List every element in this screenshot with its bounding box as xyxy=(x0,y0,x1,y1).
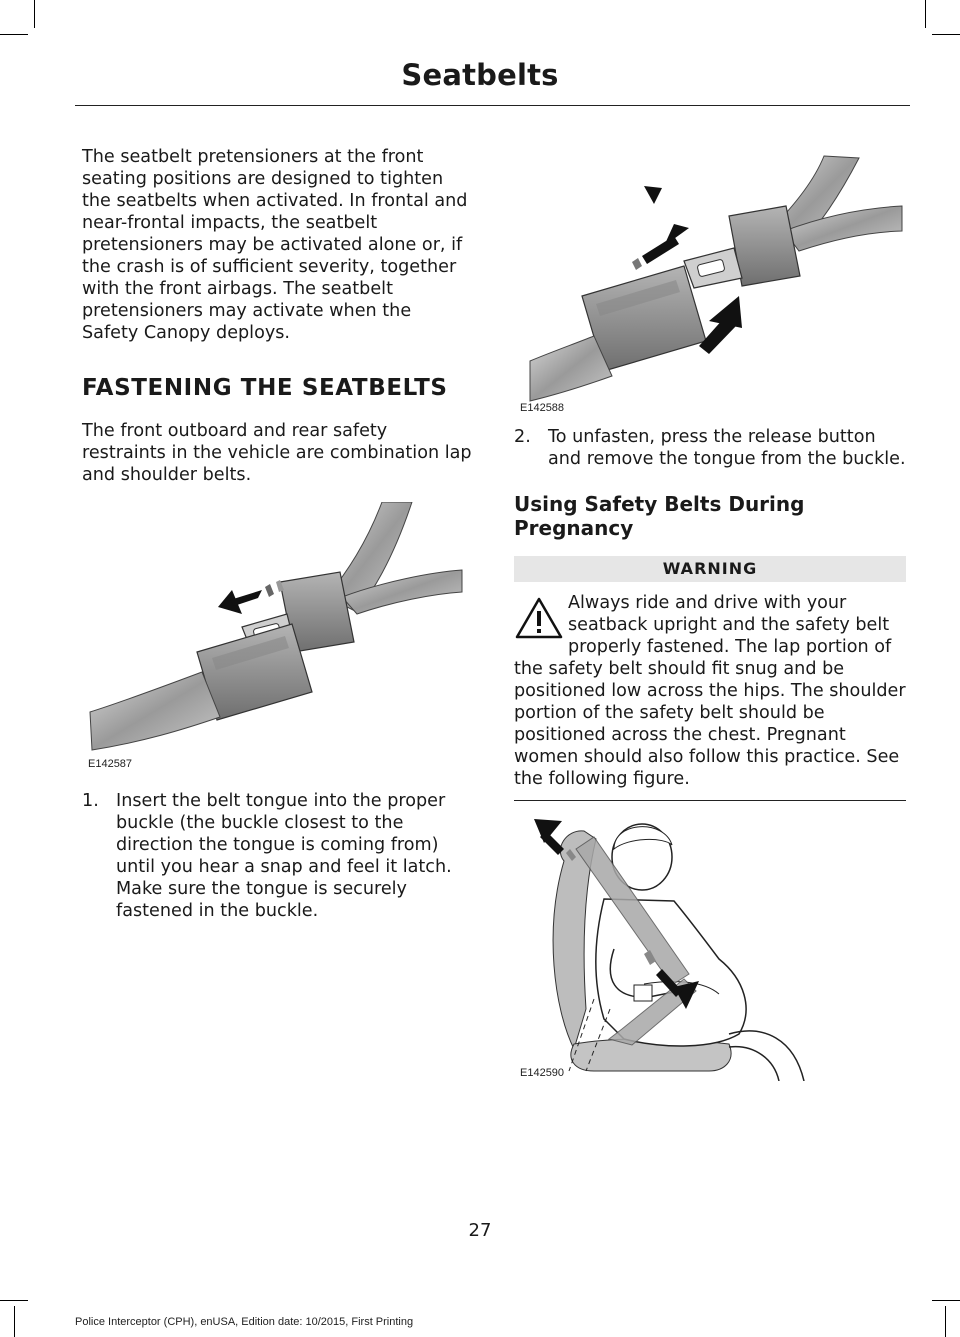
warning-divider xyxy=(514,800,906,801)
crop-mark xyxy=(925,0,926,28)
warning-text-content: Always ride and drive with your seatback upright and the safety belt properly fastened. The lap portion of the safety belt should fit snug and be positioned low across the hips. The shoulder portion of the safety belt should be positioned across the chest. Pregnant women should also follow this practice. See the following figure. xyxy=(514,593,906,789)
section-paragraph: The front outboard and rear safety restraints in the vehicle are combination lap and shoulder belts. xyxy=(82,421,472,485)
figure-code: E142587 xyxy=(88,758,133,770)
warning-banner: WARNING xyxy=(514,556,906,582)
pregnancy-belt-figure xyxy=(514,809,906,1081)
page-number: 27 xyxy=(468,1220,492,1241)
left-column xyxy=(82,146,472,922)
step-number: 1. xyxy=(82,791,99,811)
step-number: 2. xyxy=(514,427,531,447)
warning-body xyxy=(514,592,906,790)
crop-mark xyxy=(945,1306,946,1337)
figure-code: E142588 xyxy=(520,402,565,414)
section-heading: FASTENING THE SEATBELTS xyxy=(82,375,448,401)
unfasten-belt-illustration xyxy=(514,146,906,416)
warning-text xyxy=(514,592,906,790)
fasten-belt-figure xyxy=(82,502,472,772)
crop-mark xyxy=(0,34,28,35)
crop-mark xyxy=(0,1300,28,1301)
crop-mark xyxy=(932,34,960,35)
step-1 xyxy=(82,790,472,922)
crop-mark xyxy=(14,1306,15,1337)
fasten-belt-illustration xyxy=(82,502,472,772)
step-text: To unfasten, press the release button and remove the tongue from the buckle. xyxy=(548,427,906,469)
crop-mark xyxy=(34,0,35,28)
page-title: Seatbelts xyxy=(401,58,559,92)
unfasten-belt-figure xyxy=(514,146,906,416)
intro-paragraph: The seatbelt pretensioners at the front seating positions are designed to tighten the seatbelts when activated. In frontal and near-frontal impacts, the seatbelt pretensioners may be activated alone or, if the crash is of sufficient severity, together with the front airbags. The seatbelt pretensioners may activate when the Safety Canopy deploys. xyxy=(82,147,468,343)
step-text: Insert the belt tongue into the proper buckle (the buckle closest to the direction the tongue is coming from) until you hear a snap and feel it latch. Make sure the tongue is securely fastened in the buckle. xyxy=(116,791,452,921)
subsection-heading: Using Safety Belts During Pregnancy xyxy=(514,492,805,540)
header-divider xyxy=(75,105,910,106)
step-2 xyxy=(514,426,906,470)
footer-text: Police Interceptor (CPH), enUSA, Edition date: 10/2015, First Printing xyxy=(75,1316,414,1328)
pregnancy-belt-illustration xyxy=(514,809,906,1081)
crop-mark xyxy=(932,1300,960,1301)
right-column xyxy=(514,146,906,1081)
figure-code: E142590 xyxy=(520,1067,565,1079)
warning-triangle-icon xyxy=(514,596,564,640)
